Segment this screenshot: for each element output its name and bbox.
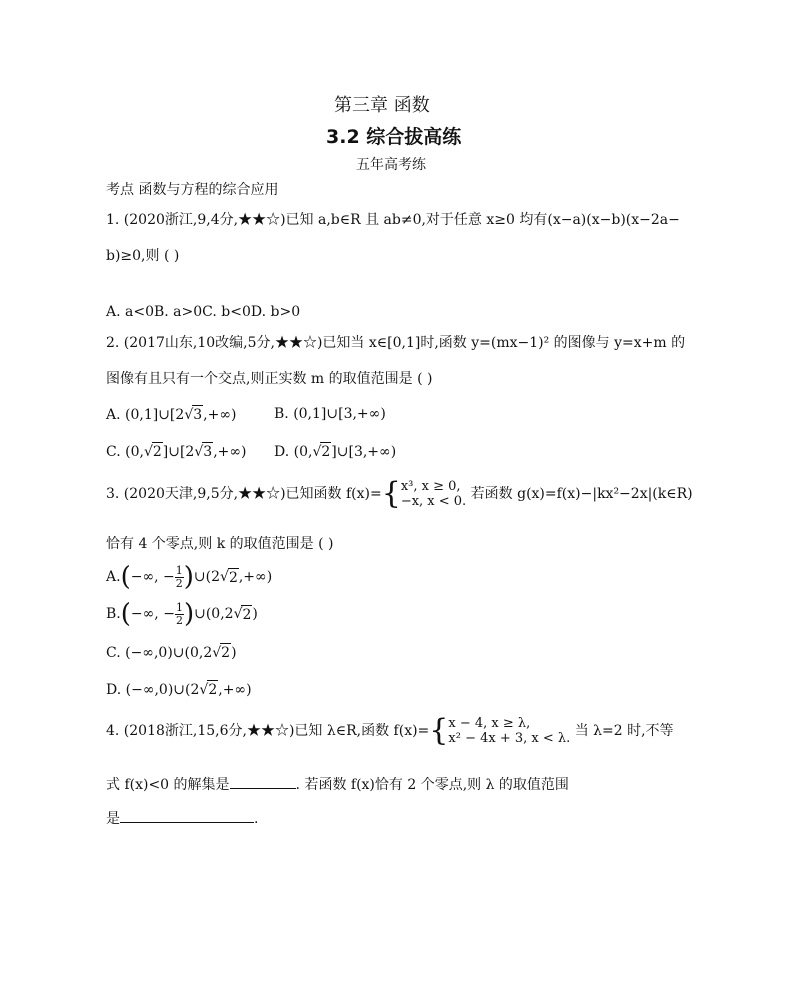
fraction xyxy=(175,602,184,627)
q4-line3-end: . xyxy=(254,811,259,827)
q2-option-c-radicand: 2 xyxy=(152,444,162,460)
q3-option-d-post: ,+∞) xyxy=(218,682,252,698)
paren-close: ) xyxy=(183,562,194,592)
q3-option-b-post: ∪(0,2 xyxy=(194,606,234,622)
q3-piecewise xyxy=(401,479,466,509)
q3-option-b-end: ) xyxy=(252,606,258,622)
q2-option-a-post: ,+∞) xyxy=(203,407,237,423)
q3-option-a-post: ∪(2 xyxy=(193,569,221,585)
q4-case-1: x − 4, x ≥ λ, xyxy=(448,716,531,731)
paren-open: ( xyxy=(120,562,131,592)
fraction-numerator: 1 xyxy=(175,600,183,614)
q2-option-c-radicand-2: 3 xyxy=(203,444,213,460)
q2-option-d-post: ]∪[3,+∞) xyxy=(331,444,397,460)
q2-option-a-pre: A. (0,1]∪[2 xyxy=(106,407,185,423)
q2-option-c xyxy=(106,442,247,461)
q3-option-b xyxy=(106,601,258,627)
q2-option-a-radicand: 3 xyxy=(193,407,203,423)
q2-option-a xyxy=(106,405,236,424)
q4-line2-start: 式 f(x)<0 的解集是 xyxy=(106,777,230,793)
q2-option-c-mid: ]∪[2 xyxy=(162,444,195,460)
q3-option-a xyxy=(106,564,272,590)
sqrt-symbol: √ xyxy=(220,569,229,585)
q3-option-a-radicand: 2 xyxy=(228,569,238,586)
q3-tail: 若函数 g(x)=f(x)−|kx²−2x|(k∈R) xyxy=(466,486,693,502)
answer-blank-2[interactable] xyxy=(120,808,254,823)
paren-close: ) xyxy=(183,599,195,629)
q4-line1 xyxy=(106,713,674,748)
q2-line2: 图像有且只有一个交点,则正实数 m 的取值范围是 ( ) xyxy=(106,371,433,387)
q3-case-1: x³, x ≥ 0, xyxy=(400,479,461,494)
topic-heading: 考点 函数与方程的综合应用 xyxy=(106,182,279,198)
q4-piecewise xyxy=(448,716,570,746)
q3-option-a-inner: −∞, − xyxy=(130,569,175,585)
sqrt-symbol: √ xyxy=(199,682,209,698)
q3-line2: 恰有 4 个零点,则 k 的取值范围是 ( ) xyxy=(106,536,334,552)
q3-option-d-pre: D. (−∞,0)∪(2 xyxy=(106,682,200,698)
q4-line2 xyxy=(106,774,569,794)
q4-line3 xyxy=(106,808,258,828)
fraction xyxy=(175,565,184,590)
q3-option-c-radicand: 2 xyxy=(221,645,231,661)
sqrt-symbol: √ xyxy=(233,606,243,622)
q3-case-2: −x, x < 0. xyxy=(400,494,467,509)
sqrt-symbol: √ xyxy=(194,444,204,460)
q3-option-b-inner: −∞, − xyxy=(130,606,175,622)
q2-option-c-pre: C. (0, xyxy=(106,444,144,460)
chapter-title: 第三章 函数 xyxy=(334,95,430,116)
answer-blank-1[interactable] xyxy=(230,774,296,789)
fraction-denominator: 2 xyxy=(175,576,183,590)
fraction-denominator: 2 xyxy=(175,613,183,627)
q1-line1: 1. (2020浙江,9,4分,★★☆)已知 a,b∈R 且 ab≠0,对于任意 x≥0 均有(x−a)(x−b)(x−2a− xyxy=(106,212,680,228)
q3-line1 xyxy=(106,476,693,511)
section-title: 3.2 综合拔高练 xyxy=(326,126,462,148)
q3-option-a-pre: A. xyxy=(106,569,121,585)
sqrt-symbol: √ xyxy=(212,645,222,661)
fraction-numerator: 1 xyxy=(175,563,183,577)
q3-brace: { xyxy=(381,476,401,511)
q4-brace: { xyxy=(429,713,449,748)
q3-option-d-radicand: 2 xyxy=(208,682,218,698)
q3-option-c-pre: C. (−∞,0)∪(0,2 xyxy=(106,645,213,661)
q3-option-d xyxy=(106,680,252,699)
paren-open: ( xyxy=(120,599,131,629)
subtitle: 五年高考练 xyxy=(356,157,426,173)
sqrt-symbol: √ xyxy=(312,444,322,460)
q3-option-c-post: ) xyxy=(231,645,237,661)
q4-tail: 当 λ=2 时,不等 xyxy=(570,723,674,739)
q2-option-d-pre: D. (0, xyxy=(274,444,313,460)
q4-line2-end: . 若函数 f(x)恰有 2 个零点,则 λ 的取值范围 xyxy=(295,777,569,793)
q3-option-a-end: ,+∞) xyxy=(238,569,273,585)
q3-option-c xyxy=(106,643,237,662)
q2-option-c-post: ,+∞) xyxy=(213,444,247,460)
q2-line1: 2. (2017山东,10改编,5分,★★☆)已知当 x∈[0,1]时,函数 y=(mx−1)² 的图像与 y=x+m 的 xyxy=(106,335,686,351)
q1-options: A. a<0B. a>0C. b<0D. b>0 xyxy=(106,304,301,320)
q2-option-b: B. (0,1]∪[3,+∞) xyxy=(274,406,386,422)
q1-line2: b)≥0,则 ( ) xyxy=(106,248,180,264)
q4-lead: 4. (2018浙江,15,6分,★★☆)已知 λ∈R,函数 f(x)= xyxy=(106,723,430,739)
q3-option-b-radicand: 2 xyxy=(242,606,252,623)
q4-line3-start: 是 xyxy=(106,811,120,827)
q2-option-d-radicand: 2 xyxy=(321,444,331,460)
q4-case-2: x² − 4x + 3, x < λ. xyxy=(448,731,571,746)
q3-lead: 3. (2020天津,9,5分,★★☆)已知函数 f(x)= xyxy=(106,486,382,502)
q2-option-d xyxy=(274,442,396,461)
sqrt-symbol: √ xyxy=(184,407,194,423)
sqrt-symbol: √ xyxy=(143,444,153,460)
q3-option-b-pre: B. xyxy=(106,606,121,622)
